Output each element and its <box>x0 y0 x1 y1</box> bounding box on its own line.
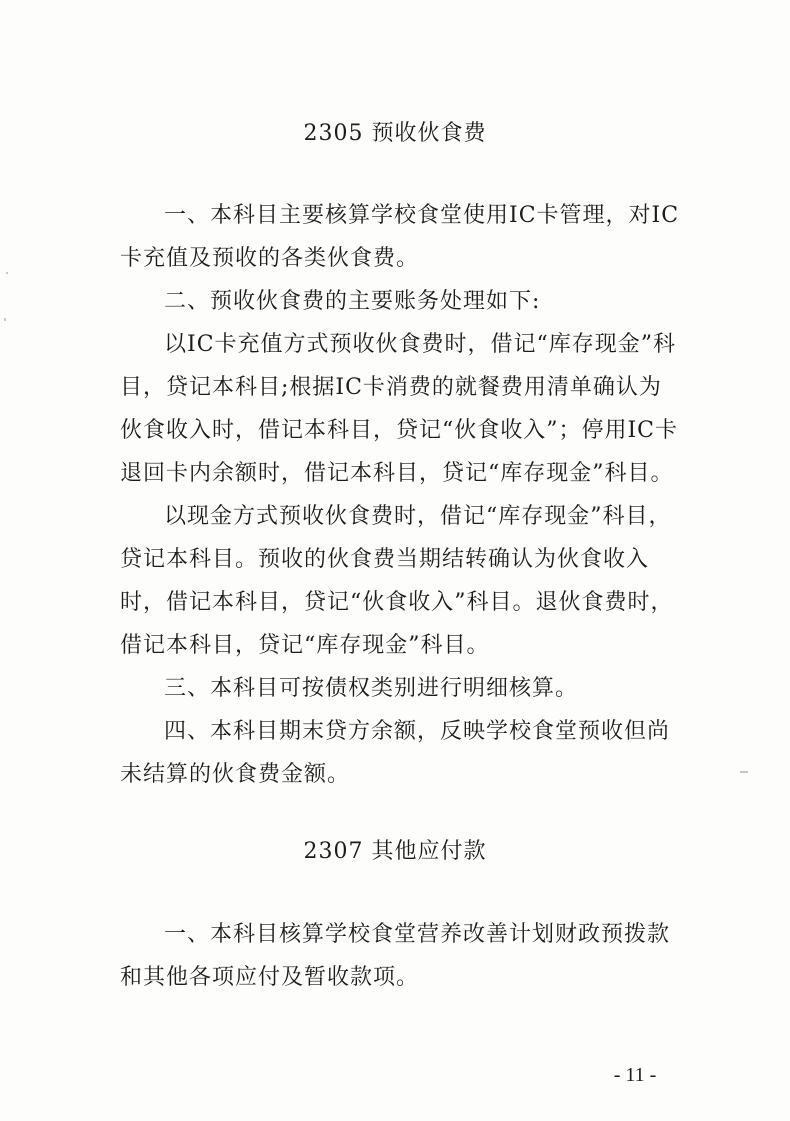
scan-speck <box>6 272 8 274</box>
section-2305-paragraph-6: 四、本科目期末贷方余额，反映学校食堂预收但尚未结算的伙食费金额。 <box>120 719 671 787</box>
section-2305-paragraph-1: 一、本科目主要核算学校食堂使用IC卡管理，对IC卡充值及预收的各类伙食费。 <box>120 203 680 271</box>
section-2305-paragraph-2: 二、预收伙食费的主要账务处理如下: <box>164 289 541 314</box>
scan-speck <box>740 771 748 773</box>
section-2305-paragraph-5: 三、本科目可按债权类别进行明细核算。 <box>164 676 579 701</box>
section-2307-paragraph-1: 一、本科目核算学校食堂营养改善计划财政预拨款和其他各项应付及暂收款项。 <box>120 922 671 990</box>
section-2305-paragraph-4: 以现金方式预收伙食费时，借记“库存现金”科目，贷记本科目。预收的伙食费当期结转确认为伙食收入时，借记本科目，贷记“伙食收入”科目。退伙食费时，借记本科目，贷记“库存现金”科目。 <box>120 504 674 658</box>
page-number: - 11 - <box>613 1064 657 1086</box>
section-2305-title: 2305 预收伙食费 <box>303 121 487 146</box>
section-2305-paragraph-3: 以IC卡充值方式预收伙食费时，借记“库存现金”科目，贷记本科目;根据IC卡消费的就餐费用清单确认为伙食收入时，借记本科目，贷记“伙食收入”；停用IC卡退回卡内余额时，借记本科目，贷记“库存现金”科目。 <box>120 332 679 486</box>
section-2307-title: 2307 其他应付款 <box>303 839 487 864</box>
scan-speck <box>4 318 6 321</box>
